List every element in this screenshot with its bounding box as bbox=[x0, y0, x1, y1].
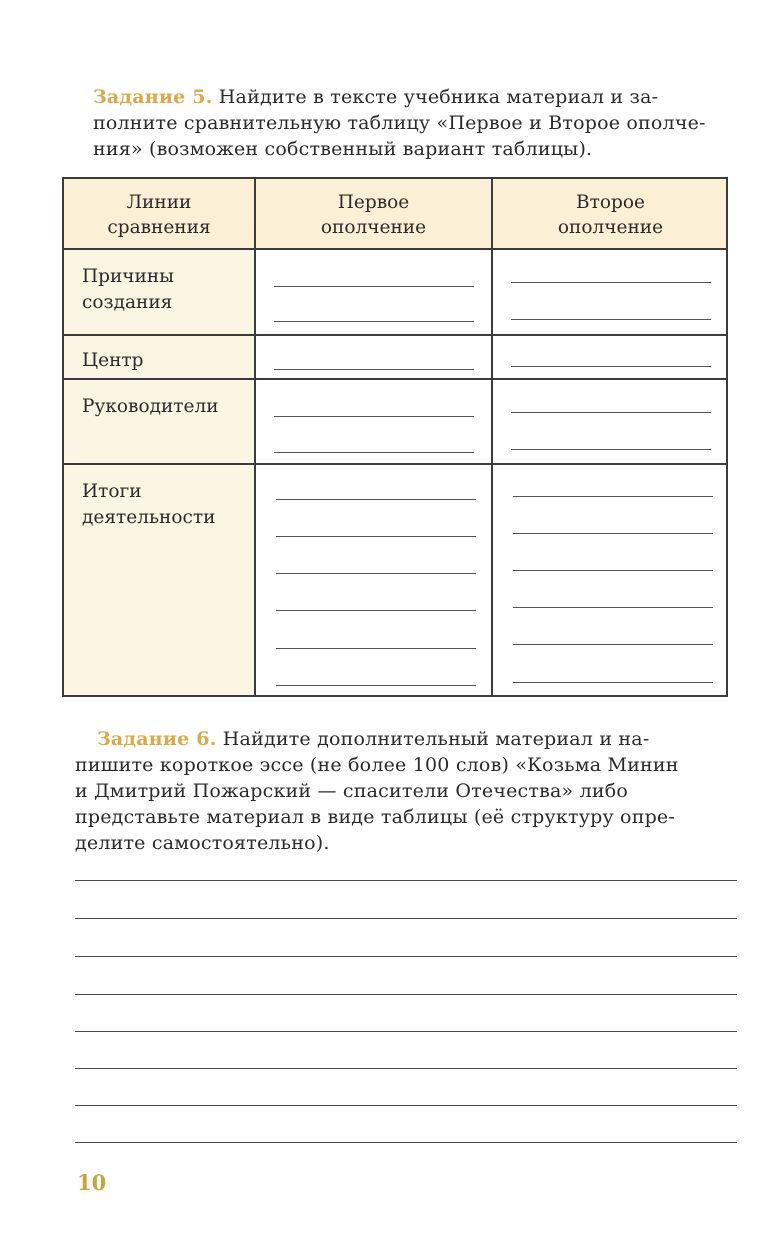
blank-line-first-results-6[interactable] bbox=[276, 685, 476, 686]
essay-answer-line-6[interactable] bbox=[75, 1068, 737, 1069]
header-comparison-lines: Линии сравнения bbox=[107, 191, 211, 238]
essay-answer-line-3[interactable] bbox=[75, 956, 737, 957]
essay-answer-line-7[interactable] bbox=[75, 1105, 737, 1106]
row-label-leaders: Руководители bbox=[82, 396, 219, 417]
blank-line-second-results-5[interactable] bbox=[513, 644, 713, 645]
row-label-center: Центр bbox=[82, 350, 144, 371]
task-5-line-2: полните сравнительную таблицу «Первое и Второе ополче- bbox=[93, 112, 706, 134]
header-second-militia: Второе ополчение bbox=[557, 191, 664, 238]
task-5-label: Задание 5. bbox=[93, 86, 213, 108]
blank-line-first-results-3[interactable] bbox=[276, 573, 476, 574]
blank-line-second-results-3[interactable] bbox=[513, 570, 713, 571]
row-divider-2 bbox=[64, 378, 726, 380]
row-divider-1 bbox=[64, 334, 726, 336]
task-6-line-5: делите самостоятельно). bbox=[75, 832, 330, 854]
task-6-line-4: представьте материал в виде таблицы (её структуру опре- bbox=[75, 806, 675, 828]
task-6-label: Задание 6. bbox=[97, 728, 217, 750]
blank-line-first-leaders-1[interactable] bbox=[274, 416, 474, 417]
row-divider-3 bbox=[64, 463, 726, 465]
blank-line-first-leaders-2[interactable] bbox=[274, 452, 474, 453]
row-label-reasons: Причины создания bbox=[82, 266, 174, 313]
task-6-text bbox=[75, 726, 731, 856]
column-divider-2 bbox=[491, 179, 493, 695]
blank-line-second-results-1[interactable] bbox=[513, 496, 713, 497]
blank-line-first-reasons-1[interactable] bbox=[274, 286, 474, 287]
blank-line-second-results-2[interactable] bbox=[513, 533, 713, 534]
essay-answer-line-4[interactable] bbox=[75, 994, 737, 995]
blank-line-first-results-2[interactable] bbox=[276, 536, 476, 537]
blank-line-first-center[interactable] bbox=[274, 369, 474, 370]
essay-answer-line-2[interactable] bbox=[75, 918, 737, 919]
table-label-column bbox=[64, 250, 256, 695]
essay-answer-line-8[interactable] bbox=[75, 1142, 737, 1143]
task-6-line-2: пишите короткое эссе (не более 100 слов) «Козьма Минин bbox=[75, 754, 679, 776]
row-label-results: Итоги деятельности bbox=[82, 481, 216, 528]
blank-line-first-results-1[interactable] bbox=[276, 499, 476, 500]
essay-answer-line-5[interactable] bbox=[75, 1031, 737, 1032]
task-5-line-3: ния» (возможен собственный вариант таблицы). bbox=[93, 138, 593, 160]
blank-line-first-results-5[interactable] bbox=[276, 648, 476, 649]
column-divider-1 bbox=[254, 179, 256, 695]
blank-line-first-results-4[interactable] bbox=[276, 610, 476, 611]
essay-answer-line-1[interactable] bbox=[75, 880, 737, 881]
blank-line-second-results-4[interactable] bbox=[513, 607, 713, 608]
blank-line-second-leaders-1[interactable] bbox=[511, 412, 711, 413]
page-number: 10 bbox=[77, 1170, 107, 1195]
blank-line-first-reasons-2[interactable] bbox=[274, 321, 474, 322]
comparison-table bbox=[62, 177, 728, 697]
blank-line-second-reasons-1[interactable] bbox=[511, 282, 711, 283]
header-first-militia: Первое ополчение bbox=[320, 191, 427, 238]
task-5-line-1: Найдите в тексте учебника материал и за- bbox=[218, 86, 659, 108]
task-6-line-3: и Дмитрий Пожарский — спасители Отечества» либо bbox=[75, 780, 628, 802]
blank-line-second-leaders-2[interactable] bbox=[511, 449, 711, 450]
task-5-text bbox=[93, 84, 721, 162]
blank-line-second-results-6[interactable] bbox=[513, 682, 713, 683]
task-6-line-1: Найдите дополнительный материал и на- bbox=[222, 728, 650, 750]
blank-line-second-center[interactable] bbox=[511, 366, 711, 367]
blank-line-second-reasons-2[interactable] bbox=[511, 319, 711, 320]
